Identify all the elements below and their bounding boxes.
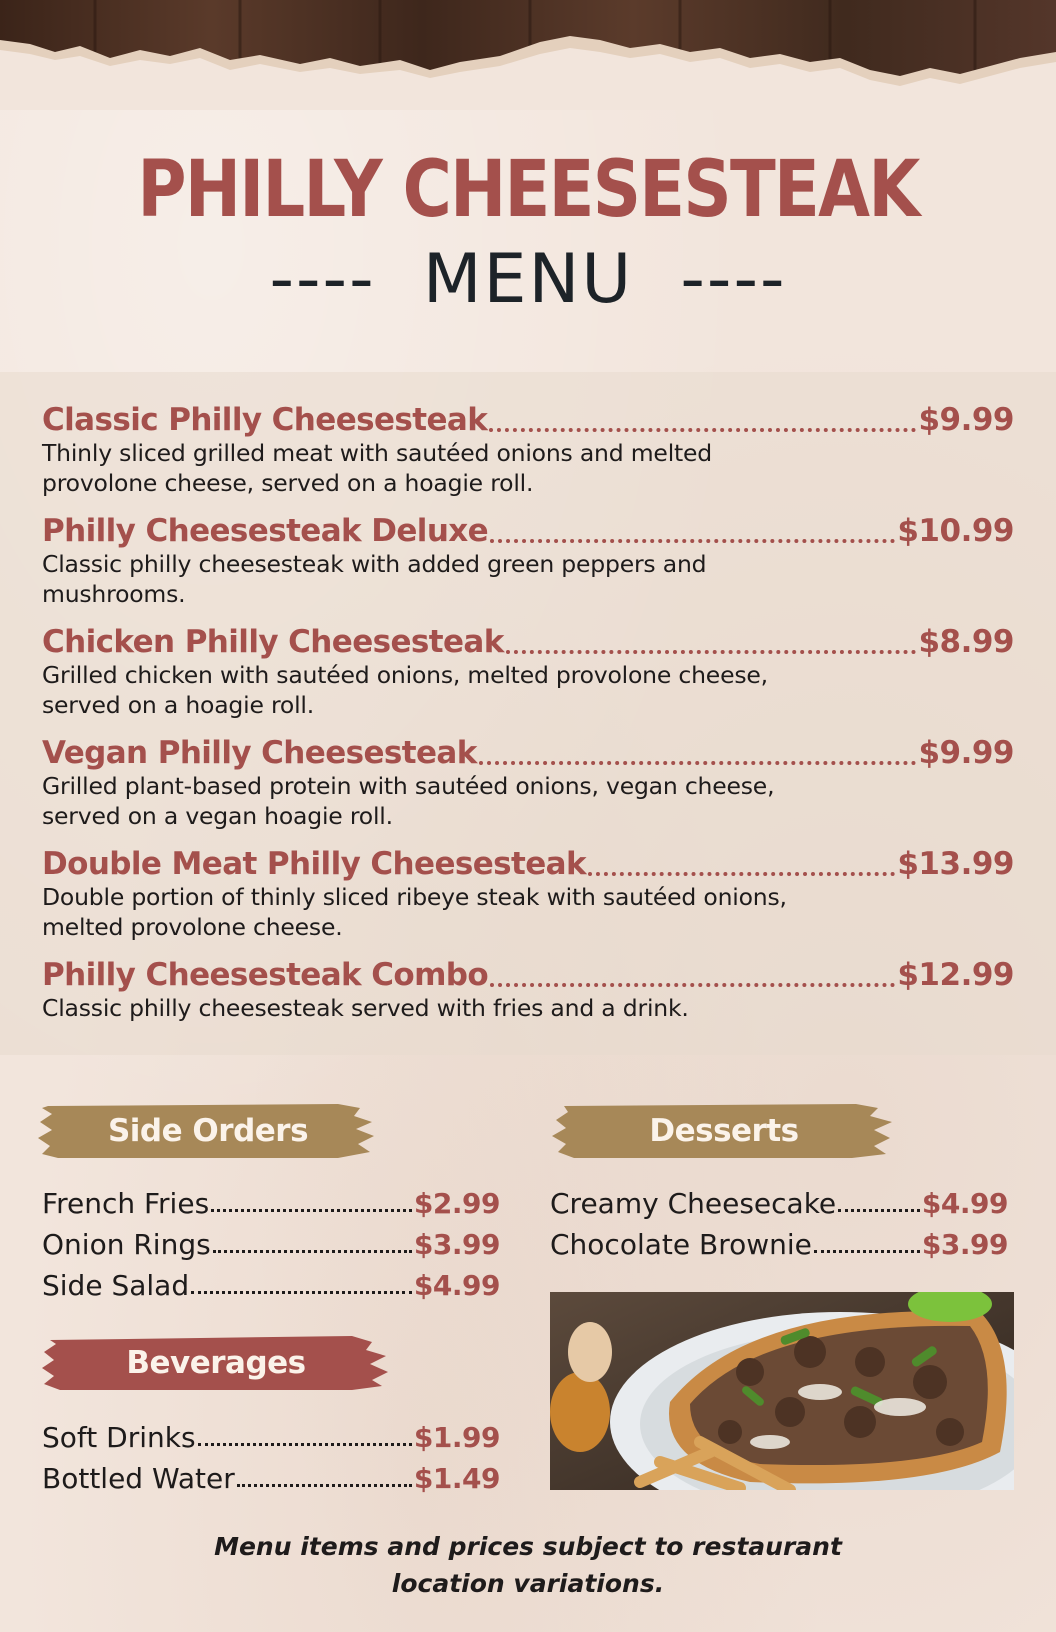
item-name: French Fries (42, 1187, 210, 1220)
dot-leader (814, 1250, 920, 1253)
item-description: served on a hoagie roll. (42, 691, 315, 719)
item-price: $9.99 (918, 402, 1014, 438)
item-description: melted provolone cheese. (42, 913, 343, 941)
item-name: Soft Drinks (42, 1421, 196, 1454)
menu-item (42, 509, 1014, 609)
dot-leader (506, 650, 917, 654)
item-description: Thinly sliced grilled meat with sautéed onions and melted (42, 439, 713, 467)
dot-leader (191, 1291, 412, 1294)
item-price: $1.49 (413, 1462, 500, 1495)
dot-leader (489, 428, 916, 432)
menu-item (42, 842, 1014, 942)
menu-title: PHILLY CHEESESTEAK (137, 145, 919, 235)
menu-subtitle: ---- MENU ---- (269, 240, 787, 319)
dot-leader (211, 1209, 412, 1212)
beverage-item (42, 1416, 500, 1454)
item-description: Grilled plant-based protein with sautéed onions, vegan cheese, (42, 772, 775, 800)
footer-line: Menu items and prices subject to restaurant (214, 1532, 842, 1561)
item-price: $9.99 (918, 735, 1014, 771)
side-orders-heading: Side Orders (107, 1113, 309, 1149)
item-name: Philly Cheesesteak Deluxe (42, 513, 489, 549)
dot-leader (588, 872, 895, 876)
side-item (42, 1264, 500, 1302)
side-item (42, 1223, 500, 1261)
beverage-item (42, 1457, 500, 1495)
desserts-banner (552, 1102, 896, 1160)
item-description: served on a vegan hoagie roll. (42, 802, 393, 830)
item-description: Double portion of thinly sliced ribeye steak with sautéed onions, (42, 883, 787, 911)
item-name: Double Meat Philly Cheesesteak (42, 846, 586, 882)
item-name: Chicken Philly Cheesesteak (42, 624, 504, 660)
item-price: $3.99 (921, 1228, 1008, 1261)
dot-leader (490, 983, 895, 987)
item-price: $13.99 (897, 846, 1014, 882)
dessert-item (550, 1223, 1008, 1261)
item-name: Vegan Philly Cheesesteak (42, 735, 477, 771)
wood-header-decoration (0, 0, 1056, 110)
item-name: Side Salad (42, 1269, 190, 1302)
item-description: mushrooms. (42, 580, 186, 608)
footer-line: location variations. (391, 1569, 665, 1598)
side-item (42, 1182, 500, 1220)
item-price: $3.99 (413, 1228, 500, 1261)
dessert-item (550, 1182, 1008, 1220)
beverages-heading: Beverages (126, 1345, 306, 1381)
dot-leader (490, 539, 895, 543)
menu-item (42, 731, 1014, 831)
menu-item (42, 620, 1014, 720)
beverages-banner (42, 1334, 390, 1392)
item-price: $10.99 (897, 513, 1014, 549)
item-name: Onion Rings (42, 1228, 211, 1261)
item-price: $4.99 (921, 1187, 1008, 1220)
menu-item (42, 398, 1014, 498)
item-name: Bottled Water (42, 1462, 235, 1495)
item-name: Creamy Cheesecake (550, 1187, 837, 1220)
item-description: Classic philly cheesesteak with added green peppers and (42, 550, 707, 578)
dot-leader (213, 1250, 412, 1253)
item-price: $4.99 (413, 1269, 500, 1302)
item-name: Classic Philly Cheesesteak (42, 402, 488, 438)
dot-leader (237, 1484, 412, 1487)
item-description: Classic philly cheesesteak served with fries and a drink. (42, 994, 689, 1022)
item-price: $12.99 (897, 957, 1014, 993)
item-name: Philly Cheesesteak Combo (42, 957, 489, 993)
desserts-heading: Desserts (649, 1113, 799, 1149)
footer-note (0, 1528, 1056, 1602)
dot-leader (198, 1443, 412, 1446)
cheesesteak-photo (550, 1292, 1014, 1490)
item-price: $1.99 (413, 1421, 500, 1454)
side-orders-banner (38, 1102, 378, 1160)
item-description: Grilled chicken with sautéed onions, melted provolone cheese, (42, 661, 768, 689)
item-price: $2.99 (413, 1187, 500, 1220)
dot-leader (838, 1209, 920, 1212)
item-price: $8.99 (918, 624, 1014, 660)
menu-item (42, 953, 1014, 1023)
item-name: Chocolate Brownie (550, 1228, 812, 1261)
dot-leader (479, 761, 917, 765)
item-description: provolone cheese, served on a hoagie roll. (42, 469, 534, 497)
